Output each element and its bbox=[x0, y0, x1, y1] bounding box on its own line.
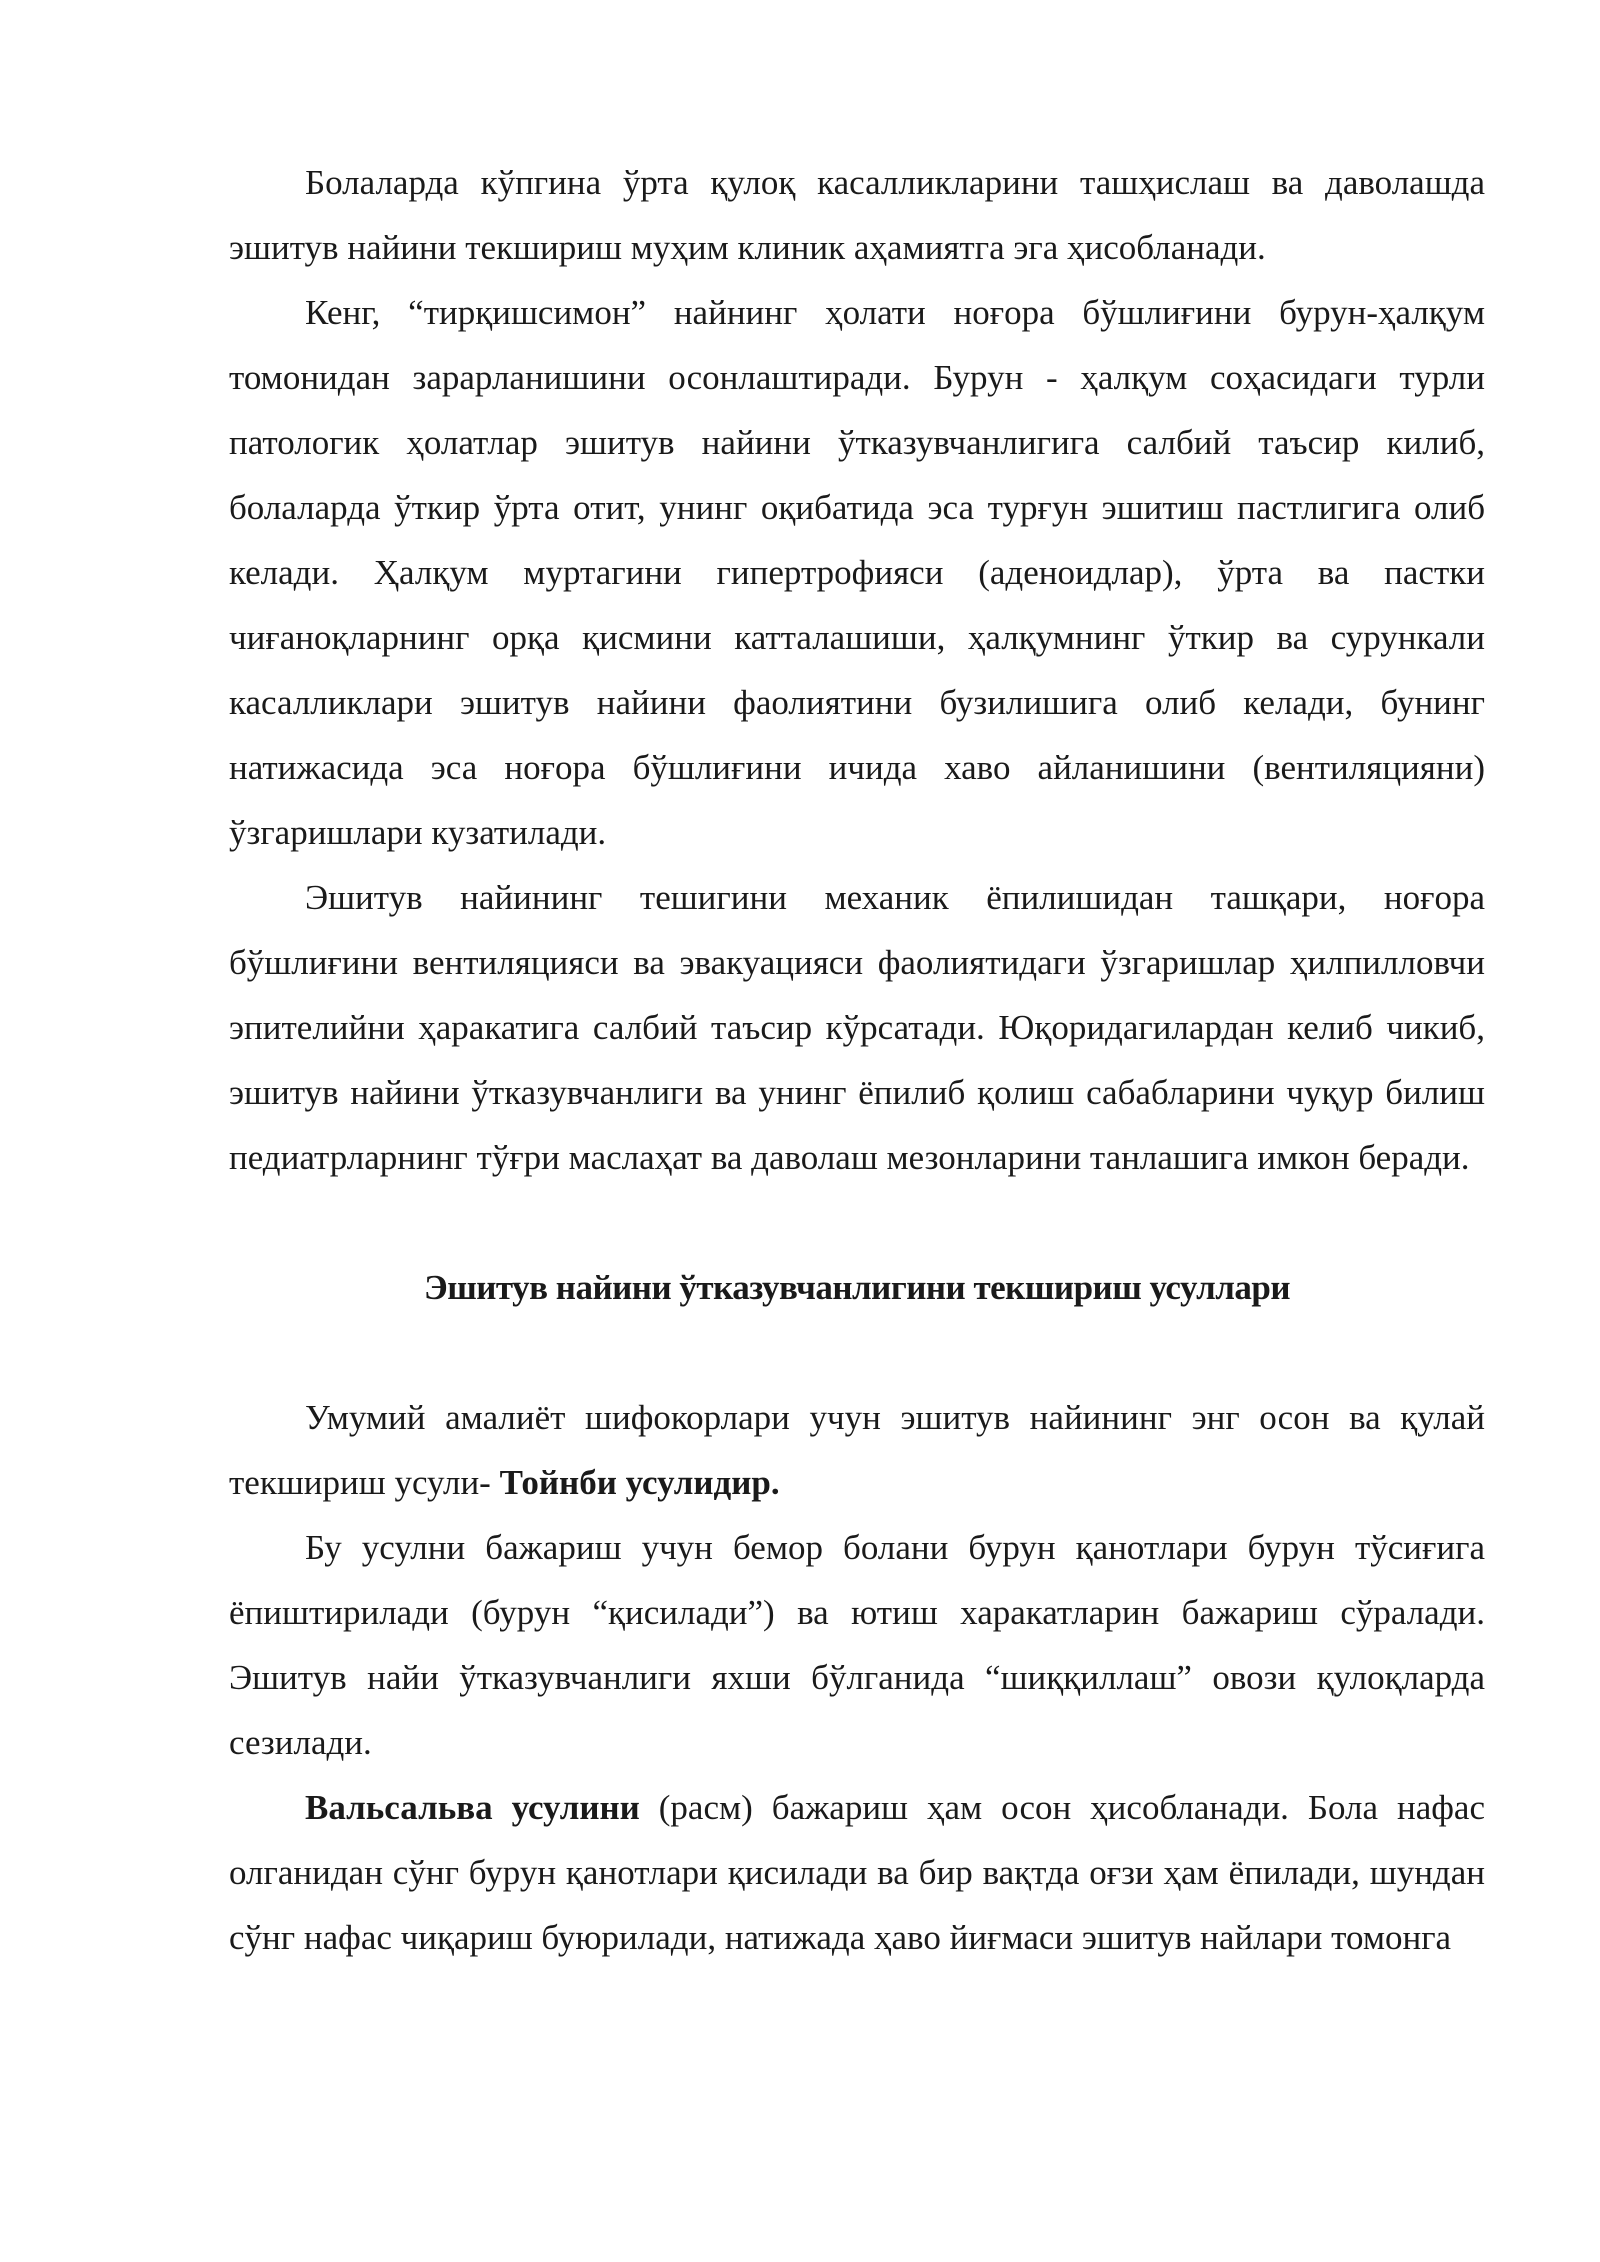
valsalva-text: (расм) бажариш ҳам осон ҳисобланади. Бола нафас олганидан сўнг бурун қанотлари қисилади ва бир вақтда оғзи ҳам ёпилади, шундан сўнг нафас чиқариш буюрилади, натижада ҳаво йиғмаси эшитув найлари томонга bbox=[229, 1788, 1485, 1957]
paragraph-nasopharynx: Кенг, “тирқишсимон” найнинг ҳолати ноғора бўшлиғини бурун-ҳалқум томонидан зарарланишини осонлаштиради. Бурун - ҳалқум соҳасидаги турли патологик ҳолатлар эшитув найини ўтказувчанлигига салбий таъсир килиб, болаларда ўткир ўрта отит, унинг оқибатида эса турғун эшитиш пастлигига олиб келади. Ҳалқум муртагини гипертрофияси (аденоидлар), ўрта ва пастки чиғаноқларнинг орқа қисмини катталашиши, ҳалқумнинг ўткир ва сурункали касалликлари эшитув найини фаолиятини бузилишига олиб келади, бунинг натижасида эса ноғора бўшлиғини ичида хаво айланишини (вентиляцияни) ўзгаришлари кузатилади. bbox=[229, 293, 1485, 852]
document-page bbox=[229, 150, 1485, 1970]
paragraph-valsalva bbox=[229, 1775, 1485, 1970]
toynbee-method-name: Тойнби усулидир. bbox=[499, 1463, 780, 1502]
paragraph-toynbee-procedure: Бу усулни бажариш учун бемор болани бурун қанотлари бурун тўсиғига ёпиштирилади (бурун “қисилади”) ва ютиш харакатларин бажариш сўралади. Эшитув найи ўтказувчанлиги яхши бўлганида “шиққиллаш” овози қулоқларда сезилади. bbox=[229, 1528, 1485, 1762]
paragraph-intro: Болаларда кўпгина ўрта қулоқ касалликларини ташҳислаш ва даволашда эшитув найини текшириш муҳим клиник аҳамиятга эга ҳисобланади. bbox=[229, 163, 1485, 267]
valsalva-method-name: Вальсальва усулини bbox=[305, 1788, 640, 1827]
paragraph-mechanical-closure: Эшитув найининг тешигини механик ёпилишидан ташқари, ноғора бўшлиғини вентиляцияси ва эвакуацияси фаолиятидаги ўзгаришлар ҳилпилловчи эпителийни ҳаракатига салбий таъсир кўрсатади. Юқоридагилардан келиб чикиб, эшитув найини ўтказувчанлиги ва унинг ёпилиб қолиш сабабларини чуқур билиш педиатрларнинг тўғри маслаҳат ва даволаш мезонларини танлашига имкон беради. bbox=[229, 878, 1485, 1177]
section-heading: Эшитув найини ўтказувчанлигини текшириш усуллари bbox=[423, 1268, 1291, 1307]
paragraph-toynbee bbox=[229, 1385, 1485, 1515]
toynbee-text: Умумий амалиёт шифокорлари учун эшитув найининг энг осон ва қулай текшириш усули- bbox=[229, 1398, 1485, 1502]
